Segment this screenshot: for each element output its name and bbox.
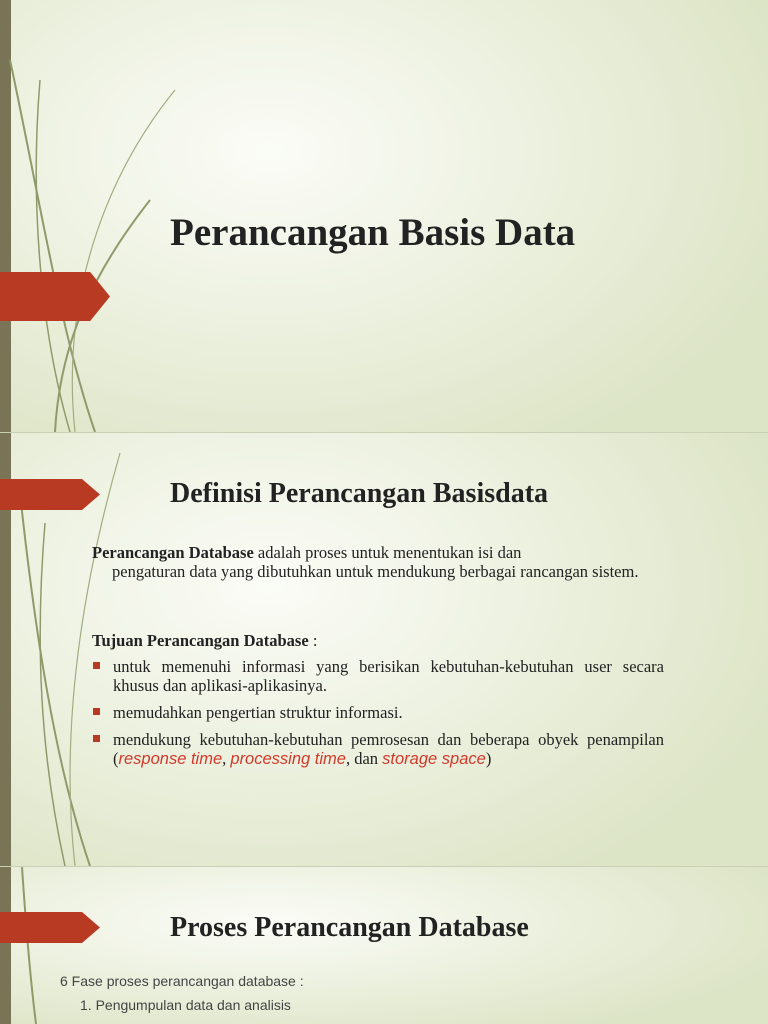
- list-item: [92, 703, 664, 722]
- arrow-marker: [0, 272, 110, 321]
- highlight-term: response time: [118, 750, 223, 768]
- goals-heading-suffix: :: [308, 631, 318, 650]
- goal-text: mendukung kebutuhan-kebutuhan pemrosesan dan beberapa obyek penampilan (: [113, 730, 664, 768]
- bullet-square-icon: [93, 735, 100, 742]
- closing-text: ): [485, 749, 492, 768]
- definition-term: Perancangan Database: [92, 543, 254, 562]
- phases-intro: 6 Fase proses perancangan database :: [60, 973, 304, 989]
- slide-title: Definisi Perancangan Basisdata: [170, 478, 549, 509]
- goals-list: [92, 657, 664, 777]
- highlight-term: processing time: [230, 750, 346, 768]
- list-item: [92, 657, 664, 695]
- separator-text: , dan: [345, 749, 383, 768]
- separator-text: ,: [222, 749, 231, 768]
- list-item: [92, 730, 664, 769]
- goals-heading-label: Tujuan Perancangan Database: [92, 631, 309, 650]
- arrow-marker: [0, 912, 100, 943]
- goals-heading: [92, 631, 317, 651]
- definition-continuation: pengaturan data yang dibutuhkan untuk mendukung berbagai rancangan sistem.: [112, 562, 639, 581]
- goal-text: untuk memenuhi informasi yang berisikan kebutuhan-kebutuhan user secara khusus dan aplikasi-aplikasinya.: [113, 657, 664, 695]
- slide-1: [0, 0, 768, 432]
- slide-title: Proses Perancangan Database: [170, 912, 529, 943]
- goal-text: memudahkan pengertian struktur informasi.: [113, 703, 403, 722]
- slide-title: Perancangan Basis Data: [170, 211, 576, 254]
- bullet-square-icon: [93, 708, 100, 715]
- list-item: 1. Pengumpulan data dan analisis: [80, 997, 291, 1013]
- bullet-square-icon: [93, 662, 100, 669]
- definition-paragraph: [92, 543, 664, 581]
- highlight-term: storage space: [382, 750, 486, 768]
- arrow-marker: [0, 479, 100, 510]
- definition-text: adalah proses untuk menentukan isi dan: [253, 543, 522, 562]
